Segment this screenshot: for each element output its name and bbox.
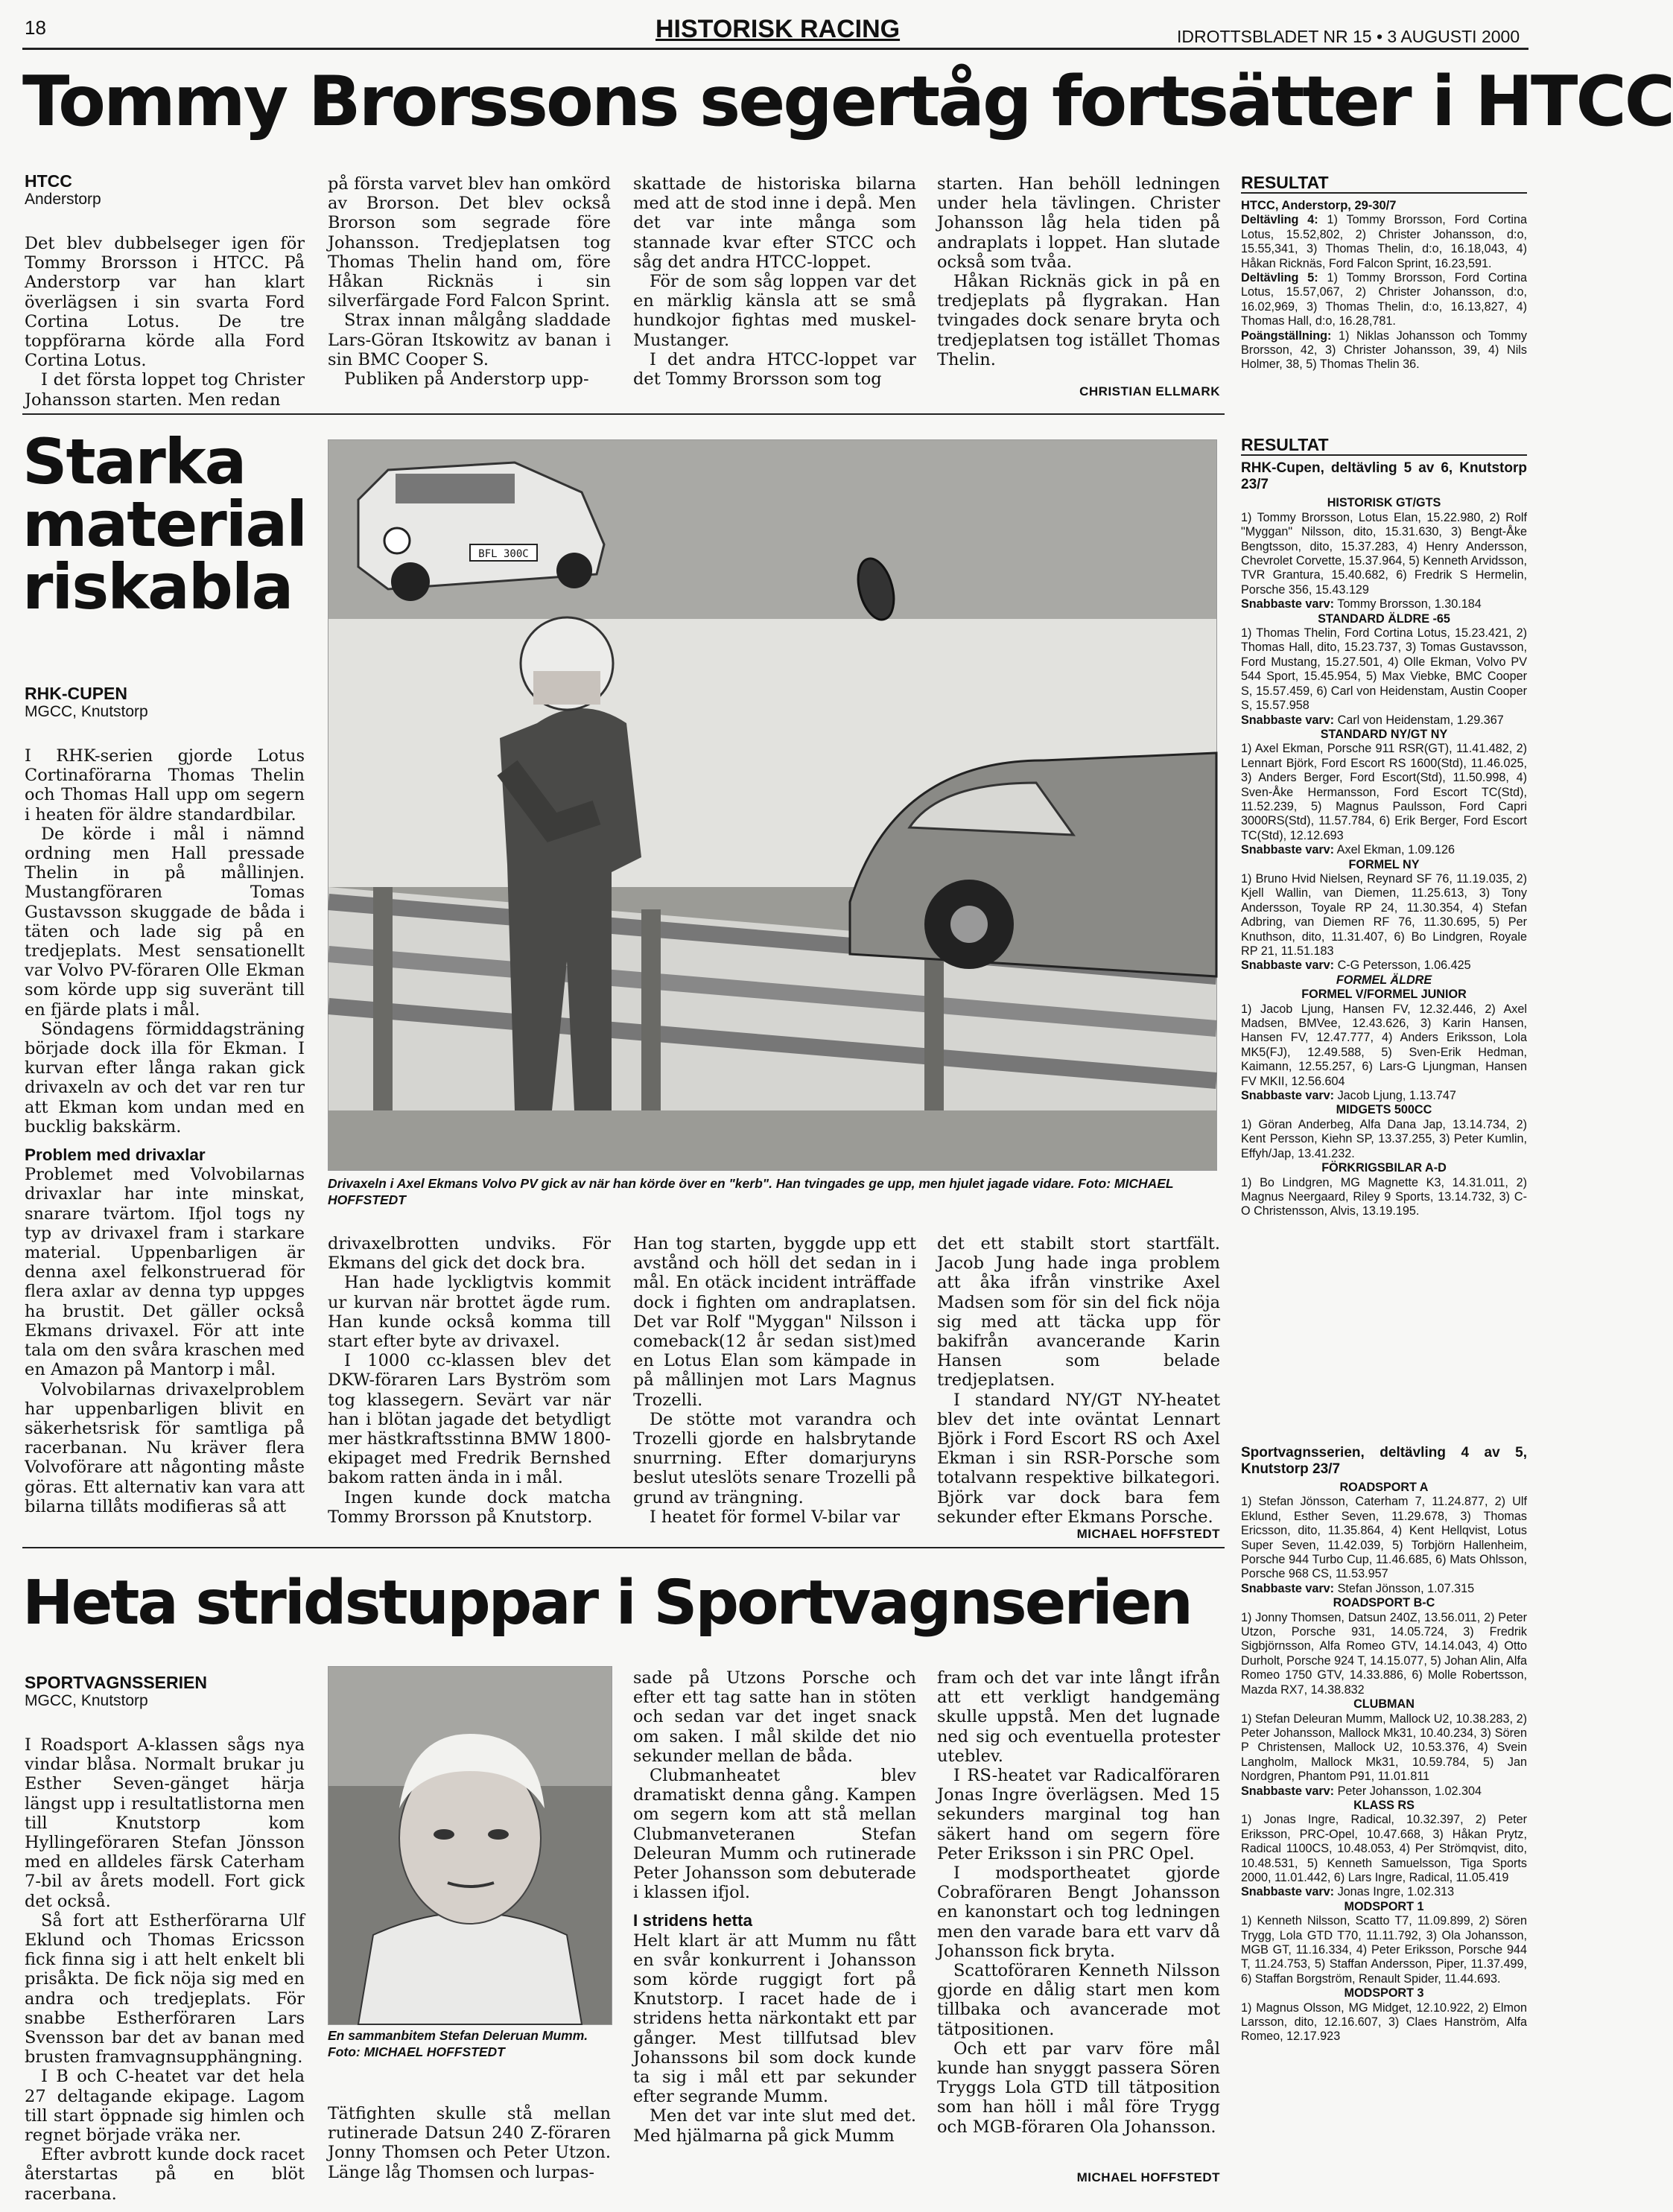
article1-column-3 (633, 174, 916, 398)
race-photo-caption: Drivaxeln i Axel Ekmans Volvo PV gick av när han körde över en "kerb". Han tvingades ge upp, men hjulet jagade vidare. Foto: MICHAEL HOFFSTEDT (328, 1176, 1174, 1207)
results-fastest-lap: Snabbaste varv: Axel Ekman, 1.09.126 (1241, 843, 1455, 857)
paragraph: De körde i mål i nämnd ordning men Hall pressade Thelin in på mållinjen. Mustangföraren Tomas Gustavsson skuggade de båda i täten och lade sig på en tredjeplats. Mest sensationellt var Volvo PV-föraren Olle Ekman som körde upp sig suveränt till en fjärde plats i mål. (25, 824, 305, 1020)
results-fastest-lap: Snabbaste varv: Jacob Ljung, 1.13.747 (1241, 1089, 1456, 1103)
results-class-text: 1) Bo Lindgren, MG Magnette K3, 14.31.011, 2) Magnus Neergaard, Riley 9 Sports, 13.14.732, 3) C-O Christensson, Alvis, 13.19.195. (1241, 1175, 1527, 1218)
article1-section-label: HTCC (25, 171, 72, 191)
paragraph: I 1000 cc-klassen blev det DKW-föraren Lars Byström som tog klassegern. Sevärt var när han i blötan jagade det betydligt mer hästkraftsstinna BMW 1800-ekipaget med Fredrik Bernshed bakom ratten ända in i mål. (328, 1351, 611, 1488)
article2-column-3 (633, 1234, 916, 1532)
results-line: Poängställning: 1) Niklas Johansson och Tommy Brorsson, 42, 3) Christer Johansson, 39, 4) Nils Holmer, 38, 5) Thomas Thelin 36. (1241, 328, 1527, 372)
results-class-name: FORMEL V/FORMEL JUNIOR (1301, 988, 1467, 1002)
paragraph: på första varvet blev han omkörd av Brorson. Det blev också Brorson som segrade före Johansson. Tredjeplatsen tog Thomas Thelin hand om, före Håkan Ricknäs i sin silverfärgade Ford Falcon Sprint. (328, 174, 611, 311)
paragraph: Strax innan målgång sladdade Lars-Göran Itskowitz av banan i sin BMC Cooper S. (328, 311, 611, 369)
results-class-name: FÖRKRIGSBILAR A-D (1321, 1161, 1447, 1175)
paragraph: Publiken på Anderstorp upp- (344, 369, 589, 390)
results-fastest-lap: Snabbaste varv: Carl von Heidenstam, 1.29.367 (1241, 713, 1504, 727)
results-event: Sportvagnsserien, deltävling 4 av 5, Knutstorp 23/7 (1241, 1445, 1527, 1477)
results-event: HTCC, Anderstorp, 29-30/7 (1241, 199, 1397, 213)
paragraph: De stötte mot varandra och Trozelli gjorde en halsbrytande snurrning. Efter domarjuryns beslut uteslöts senare Trozelli på grund av trängning. (633, 1409, 916, 1507)
paragraph: Och ett par varv före mål kunde han snyggt passera Sören Tryggs Lola GTD till tätposition som han höll i mål före Trygg och MGB-föraren Ola Johansson. (937, 2038, 1220, 2137)
article3-section-label: SPORTVAGNSSERIEN (25, 1673, 207, 1692)
results-class-name: STANDARD ÄLDRE -65 (1318, 611, 1450, 626)
article2-column-4 (937, 1234, 1220, 1527)
paragraph: I RHK-serien gjorde Lotus Cortinaförarna Thomas Thelin och Thomas Hall upp om segern i heaten för äldre standardbilar. (25, 746, 305, 824)
paragraph: I det andra HTCC-loppet var det Tommy Brorsson som tog (633, 349, 916, 390)
results-class-name: CLUBMAN (1353, 1697, 1415, 1712)
paragraph: I modsportheatet gjorde Cobraföraren Bengt Johansson en kanonstart och tog ledningen men den varade bara ett varv då Johansson fick bryta. (937, 1863, 1220, 1961)
results-class-text: 1) Axel Ekman, Porsche 911 RSR(GT), 11.41.482, 2) Lennart Björk, Ford Escort RS 1600(Std), 11.46.025, 3) Anders Berger, Ford Escort(Std), 11.50.998, 4) Sven-Åke Hermansson, Ford Escort TC(Std), 11.52.239, 5) Magnus Paulsson, Ford Capri 3000RS(Std), 11.57.784, 6) Erik Berger, Ford Escort TC(Std), 12.12.693 (1241, 742, 1527, 842)
paragraph: Det blev dubbelseger igen för Tommy Brorsson i HTCC. På Anderstorp var han klart överlägsen i sin svarta Ford Cortina Lotus. De tre toppförarna körde alla Ford Cortina Lotus. (25, 234, 305, 371)
paragraph: Tätfighten skulle stå mellan rutinerade Datsun 240 Z-föraren Jonny Thomsen och Peter Utzon. Länge låg Thomsen och lurpas- (328, 2104, 611, 2182)
paragraph: Så fort att Estherförarna Ulf Eklund och Thomas Ericsson fick finna sig i att helt enkelt bli prisåkta. De fick nöja sig med en andra och tredjeplats. För snabbe Estherföraren Lars Svensson bar det av banan med brusten framvagnsupphängning. (25, 1910, 305, 2068)
results-class-text: 1) Bruno Hvid Nielsen, Reynard SF 76, 11.19.035, 2) Kjell Wallin, van Diemen, 11.25.613, 3) Tony Andersson, Toyale RP 24, 11.30.354, 4) Stefan Adbring, van Diemen RF 76, 11.30.695, 5) Per Knuthson, dito, 11.31.407, 6) Bo Lindgren, Royale RP 21, 11.51.183 (1241, 871, 1527, 958)
masthead-rule (22, 48, 1528, 50)
portrait-illustration (328, 1667, 612, 2024)
results-class-name: HISTORISK GT/GTS (1327, 496, 1441, 510)
results-heading: RESULTAT (1241, 438, 1527, 456)
article3-byline: MICHAEL HOFFSTEDT (1076, 2170, 1220, 2184)
results-class-name: ROADSPORT A (1339, 1481, 1429, 1494)
results-class-text: 1) Thomas Thelin, Ford Cortina Lotus, 15.23.421, 2) Thomas Hall, dito, 15.23.737, 3) Tomas Gustavsson, Ford Mustang, 15.27.501, 4) Olle Ekman, Volvo PV 544 Sport, 15.45.954, 5) Max Viebke, BMC Cooper S, 15.57.459, 6) Carl von Heidenstam, Austin Cooper S, 15.57.958 (1241, 626, 1527, 713)
results-class-text: 1) Kenneth Nilsson, Scatto T7, 11.09.899, 2) Sören Trygg, Lola GTD T70, 11.11.792, 3) Ola Johansson, MGB GT, 11.16.334, 4) Peter Eriksson, Porsche 944 T, 11.24.753, 5) Staffan Andersson, Piper, 11.37.499, 6) Staffan Borgström, Renault Spider, 11.44.693. (1241, 1914, 1527, 1986)
paragraph: Han tog starten, byggde upp ett avstånd och höll det sedan in i mål. En otäck incident inträffade dock i fighten om andraplatsen. Det var Rolf "Myggan" Nilsson i comeback(12 år sedan sist)med en Lotus Elan som kämpade in på mållinjen mot Lars Magnus Trozelli. (633, 1234, 916, 1410)
results-class-name: FORMEL ÄLDRE (1336, 973, 1432, 987)
results-class-text: 1) Göran Anderbeg, Alfa Dana Jap, 13.14.734, 2) Kent Persson, Kiehn SP, 13.37.255, 3) Peter Kumlin, Effyh/Jap, 13.41.232. (1241, 1117, 1527, 1160)
paragraph: Efter avbrott kunde dock racet återstartas på en blöt racerbana. (25, 2145, 305, 2204)
paragraph: det ett stabilt stort startfält. Jacob Jung hade inga problem att åka ifrån vinstrike Axel Madsen som för sin del fick nöja sig med att täcka upp för bakifrån avancerande Karin Hansen som belade tredjeplatsen. (937, 1234, 1220, 1391)
results-class-name: MODSPORT 1 (1344, 1899, 1424, 1913)
article2-subhead: Problem med drivaxlar (25, 1145, 206, 1165)
results-class-name: MODSPORT 3 (1344, 1986, 1424, 2000)
paragraph: Helt klart är att Mumm nu fått en svår konkurrent i Johansson som körde ruggigt fort på Knutstorp. I racet hade de i stridens hetta närkontakt ett par gånger. Mest tillfutsad blev Johanssons bil som dock kunde ta sig i mål ett par sekunder efter segrande Mumm. (633, 1930, 916, 2107)
results-fastest-lap: Snabbaste varv: Tommy Brorsson, 1.30.184 (1241, 597, 1482, 611)
results-class-text: 1) Jonny Thomsen, Datsun 240Z, 13.56.011, 2) Peter Utzon, Porsche 931, 14.05.724, 3) Fredrik Sigbjörnsson, Alfa Romeo GTV, 14.14.043, 4) Otto Durholt, Porsche 924 T, 14.15.077, 5) Johan Alin, Alfa Romeo 1750 GTV, 14.33.886, 6) Molle Robertsson, Mazda RX7, 14.38.832 (1241, 1610, 1527, 1697)
race-photo-illustration (328, 440, 1216, 1170)
paragraph: I standard NY/GT NY-heatet blev det inte oväntat Lennart Björk i Ford Escort RS och Axel Ekman i sin RSR-Porsche som totalvann respektive bilkategori. Björk var dock bara fem sekunder efter Ekmans Porsche. (937, 1390, 1220, 1527)
results-fastest-lap: Snabbaste varv: Peter Johansson, 1.02.304 (1241, 1784, 1482, 1798)
results-class-text: 1) Stefan Deleuran Mumm, Mallock U2, 10.38.283, 2) Peter Johansson, Mallock Mk31, 10.40.234, 3) Sören P Christensen, Mallock U2, 10.53.376, 4) Svein Langholm, Mallock Mk31, 10.59.784, 5) Jan Nordgren, Phantom P91, 11.01.811 (1241, 1712, 1527, 1784)
paragraph: fram och det var inte långt ifrån att ett verkligt handgemäng skulle uppstå. Men det lugnade ned sig och eventuella protester uteblev. (937, 1668, 1220, 1766)
paragraph: sade på Utzons Porsche och efter ett tag satte han in stöten och sedan var det inget snack om saken. I mål skilde det nio sekunder mellan de båda. (633, 1668, 916, 1766)
article1-byline: CHRISTIAN ELLMARK (1079, 384, 1220, 398)
results-class-name: FORMEL NY (1348, 857, 1420, 871)
results-class-text: 1) Jonas Ingre, Radical, 10.32.397, 2) Peter Eriksson, PRC-Opel, 10.47.668, 3) Håkan Prytz, Radical 1100CS, 10.48.053, 4) Per Strömqvist, dito, 10.48.531, 5) Kenneth Samuelsson, Tiga Sports 2000, 11.01.442, 6) Lars Ingre, Radical, 11.05.419 (1241, 1813, 1527, 1884)
results-class-name: STANDARD NY/GT NY (1320, 727, 1448, 741)
paragraph: Clubmanheatet blev dramatiskt denna gång. Kampen om segern kom att stå mellan Clubmanveteranen Stefan Deleuran Mumm och rutinerade Peter Johansson som debuterade i klassen ifjol. (633, 1766, 916, 1903)
paragraph: Han hade lyckligtvis kommit ur kurvan när brottet ägde rum. Han kunde också komma till start efter byte av drivaxel. (328, 1273, 611, 1352)
paragraph: I RS-heatet var Radicalföraren Jonas Ingre överlägsen. Med 15 sekunders marginal tog han säkert hand om segern före Peter Eriksson i sin PRC Opel. (937, 1766, 1220, 1863)
race-photo (328, 439, 1217, 1171)
results-class-text: 1) Tommy Brorsson, Lotus Elan, 15.22.980, 2) Rolf "Myggan" Nilsson, dito, 15.31.630, 3) Bengt-Åke Bengtsson, dito, 15.37.283, 4) Henry Andersson, Chevrolet Corvette, 15.37.964, 5) Kenneth Arvidsson, TVR Grantura, 15.40.682, 6) Fredrik S Hermelin, Porsche 356, 15.43.129 (1241, 510, 1527, 597)
results-fastest-lap: Snabbaste varv: C-G Petersson, 1.06.425 (1241, 959, 1471, 973)
paragraph: I heatet för formel V-bilar var (650, 1507, 901, 1527)
paragraph: Men det var inte slut med det. Med hjälmarna på gick Mumm (633, 2106, 916, 2146)
paragraph: Scattoföraren Kenneth Nilsson gjorde en dålig start men kom tillbaka och avancerade mot tätpositionen. (937, 1961, 1220, 2039)
results-fastest-lap: Snabbaste varv: Jonas Ingre, 1.02.313 (1241, 1885, 1455, 1899)
paragraph: För de som såg loppen var det en märklig känsla att se små hundkojor fightas med muskel-Mustanger. (633, 272, 916, 350)
article1-headline: Tommy Brorssons segertåg fortsätter i HTCC (22, 61, 1673, 142)
paragraph: I Roadsport A-klassen sågs nya vindar blåsa. Normalt brukar ju Esther Seven-gänget härja längst upp i resultatlistorna men till Knutstorp kom Hyllingeföraren Stefan Jönsson med en alldeles färsk Caterham 7-bil av årets modell. Fort gick det också. (25, 1735, 305, 1911)
section-title: HISTORISK RACING (655, 15, 901, 43)
paragraph: Problemet med Volvobilarnas drivaxlar har inte minskat, snarare tvärtom. Ifjol togs ny typ av drivaxel fram i starkare material. Uppenbarligen är denna axel felkonstruerad för flera axlar av denna typ uppges ha brustit. Det gäller också Ekmans drivaxel. För att inte tala om den svåra kraschen med en Amazon på Mantorp i mål. (25, 1165, 305, 1380)
article3-column-1 (25, 1673, 305, 2212)
paragraph: drivaxelbrotten undviks. För Ekmans del gick det dock bra. (328, 1234, 611, 1274)
results-class-text: 1) Jacob Ljung, Hansen FV, 12.32.446, 2) Axel Madsen, BMVee, 12.43.626, 3) Karin Hansen, Hansen FV, 12.47.777, 4) Anders Eriksson, Lola MK5(FJ), 12.49.588, 5) Sven-Erik Hedman, Kaimann, 12.55.257, 6) Lars-G Ljungman, Hansen FV MKII, 12.56.604 (1241, 1002, 1527, 1088)
article2-section-label: RHK-CUPEN (25, 684, 127, 703)
article2-byline: MICHAEL HOFFSTEDT (1076, 1527, 1220, 1541)
results-line: Deltävling 4: 1) Tommy Brorsson, Ford Cortina Lotus, 15.52,802, 2) Christer Johansson, d:o, 15.55,341, 3) Thomas Thelin, d:o, 16.18,043, 4) Håkan Ricknäs, Ford Falcon Sprint, 16.23,591. (1241, 213, 1528, 270)
issue-info: IDROTTSBLADET NR 15 • 3 AUGUSTI 2000 (1177, 27, 1520, 46)
results-heading: RESULTAT (1241, 176, 1527, 194)
results-class-name: MIDGETS 500CC (1336, 1103, 1432, 1117)
article3-column-3 (633, 1668, 916, 2190)
paragraph: Ingen kunde dock matcha Tommy Brorsson på Knutstorp. (328, 1487, 611, 1527)
results-fastest-lap: Snabbaste varv: Stefan Jönsson, 1.07.315 (1241, 1581, 1475, 1595)
results-class-name: ROADSPORT B-C (1333, 1596, 1435, 1610)
article1-location: Anderstorp (25, 191, 101, 208)
article3-location: MGCC, Knutstorp (25, 1692, 148, 1709)
article2-column-1 (25, 684, 305, 1566)
results-event: RHK-Cupen, deltävling 5 av 6, Knutstorp 23/7 (1241, 460, 1527, 493)
results-line: Deltävling 5: 1) Tommy Brorsson, Ford Cortina Lotus, 15.57,067, 2) Christer Johansson, d:o, 16.02,969, 3) Thomas Thelin, d:o, 16.13,827, 4) Thomas Hall, d:o, 16.28,781. (1241, 271, 1528, 328)
article3-headline: Heta stridstuppar i Sportvagnserien (22, 1568, 1191, 1639)
results-class-name: KLASS RS (1353, 1798, 1415, 1812)
paragraph: Söndagens förmiddagsträning började dock illa för Ekman. I kurvan efter långa rakan gick drivaxeln av och det var ren tur att Ekman kom undan med en bucklig bakskärm. (25, 1019, 305, 1137)
paragraph: I det första loppet tog Christer Johansson starten. Men redan (25, 370, 305, 410)
article1-column-4 (937, 174, 1220, 375)
license-plate: BFL 300C (478, 548, 529, 560)
results-sportvagn (1241, 1445, 1527, 2197)
article2-location: MGCC, Knutstorp (25, 703, 148, 720)
portrait-photo (328, 1666, 612, 2025)
divider (22, 1547, 1225, 1548)
portrait-caption: En sammanbitem Stefan Deleruan Mumm. Foto: MICHAEL HOFFSTEDT (328, 2028, 588, 2059)
article3-column-2 (328, 2104, 611, 2182)
results-class-text: 1) Stefan Jönsson, Caterham 7, 11.24.877, 2) Ulf Eklund, Esther Seven, 11.29.678, 3) Thomas Ericsson, dito, 11.35.864, 4) Kent Hellqvist, Lotus Super Seven, 11.42.039, 5) Torbjörn Hallenheim, Porsche 944 Turbo Cup, 11.46.685, 6) Mats Ohlsson, Porsche 968 CS, 11.53.957 (1241, 1495, 1527, 1581)
article1-column-2 (328, 174, 611, 398)
results-class-text: 1) Magnus Olsson, MG Midget, 12.10.922, 2) Elmon Larsson, dito, 12.16.607, 3) Claes Hanström, Alfa Romeo, 12.17.923 (1241, 2000, 1527, 2044)
page-number: 18 (25, 16, 46, 39)
divider (22, 413, 1225, 415)
paragraph: starten. Han behöll ledningen under hela tävlingen. Christer Johansson låg hela tiden på andraplats i loppet. Han slutade också som tvåa. (937, 174, 1220, 272)
paragraph: Håkan Ricknäs gick in på en tredjeplats på flygrakan. Han tvingades dock senare bryta och tredjeplatsen tog istället Thomas Thelin. (937, 272, 1220, 369)
paragraph: Volvobilarnas drivaxelproblem har uppenbarligen blivit en säkerhetsrisk för samtliga på racerbanan. Nu kräver flera Volvoförare att någonting måste göras. Ett alternativ kan vara att bilarna tillåts modifieras så att (25, 1379, 305, 1516)
results-rhk-cupen (1241, 435, 1527, 1451)
article3-subhead: I stridens hetta (633, 1911, 753, 1930)
paragraph: I B och C-heatet var det hela 27 deltagande ekipage. Lagom till start öppnade sig himlen och regnet började vräka ner. (25, 2067, 305, 2146)
results-htcc (1241, 173, 1528, 407)
article3-column-4 (937, 1668, 1220, 2167)
article2-headline: Starka material riskabla (22, 425, 307, 623)
article1-column-1 (25, 171, 305, 410)
paragraph: skattade de historiska bilarna med att de stod inne i depå. Men det var inte många som stannade kvar efter STCC och såg det andra HTCC-loppet. (633, 174, 916, 272)
article2-column-2 (328, 1234, 611, 1532)
